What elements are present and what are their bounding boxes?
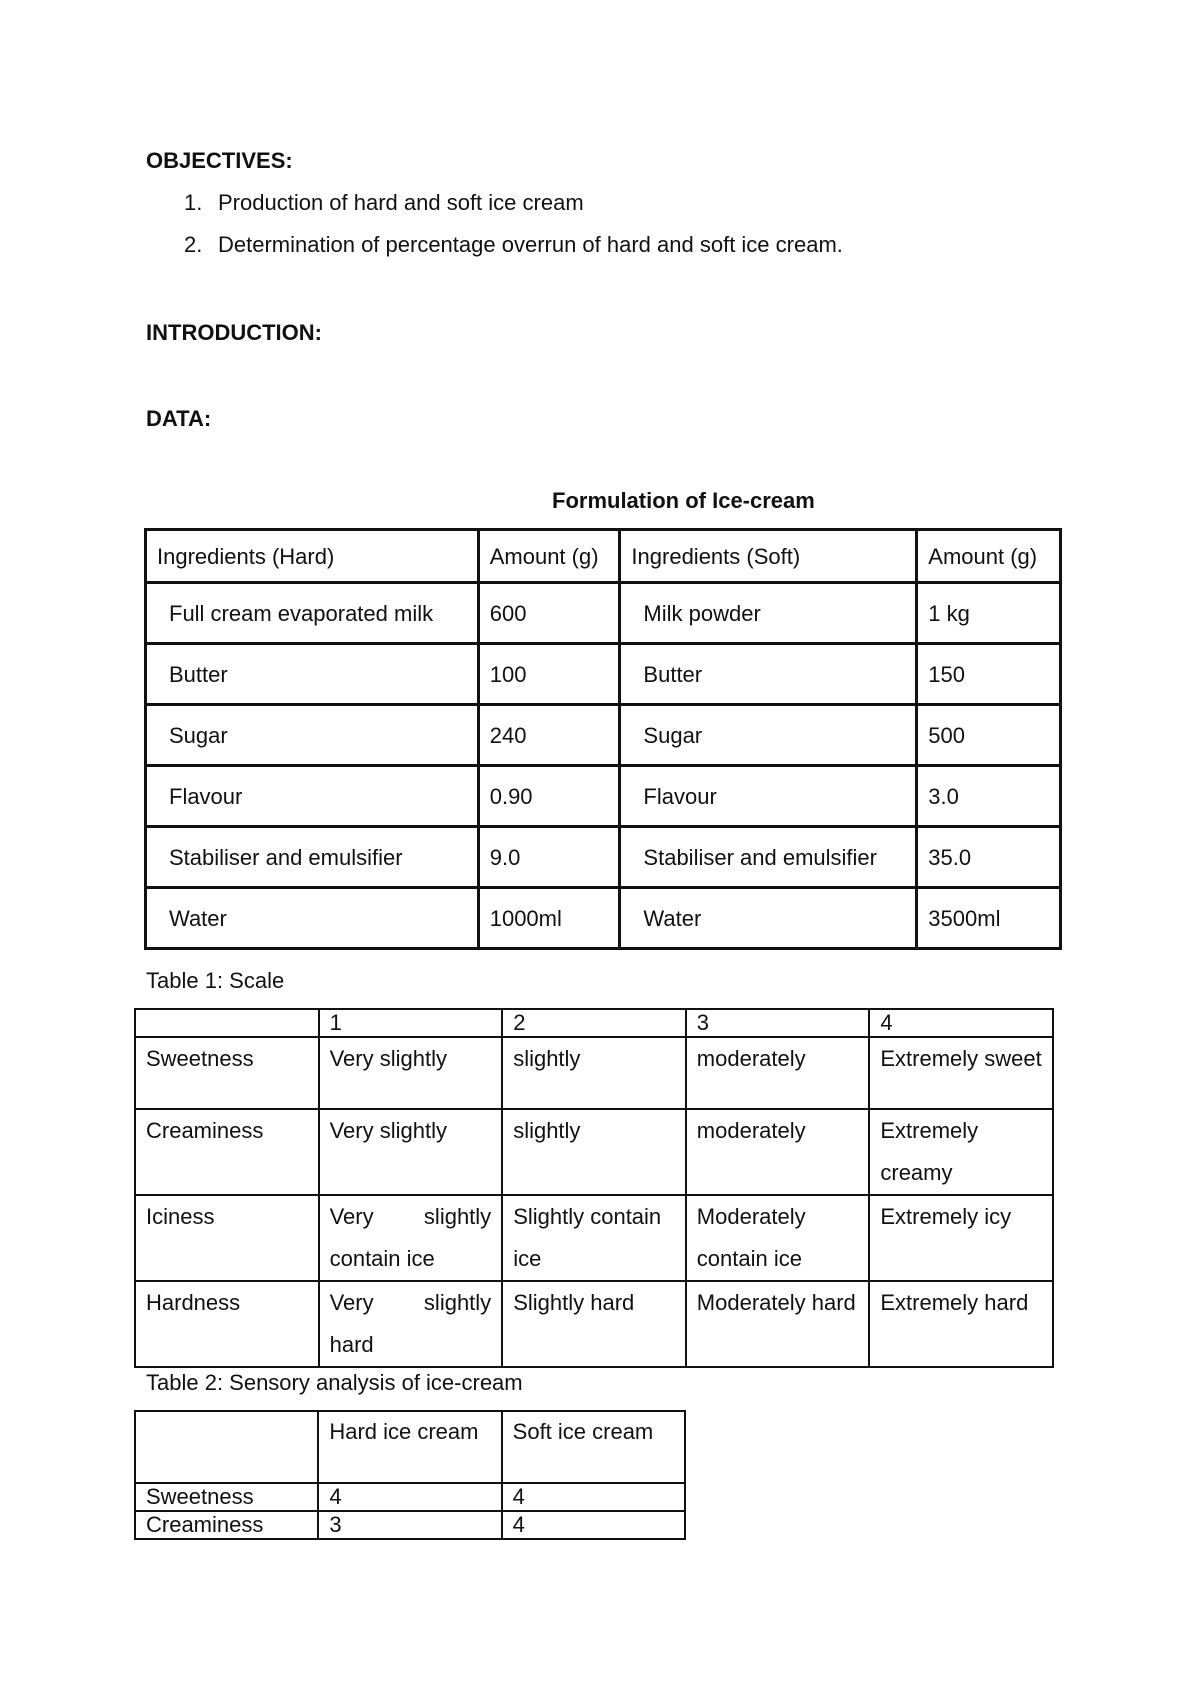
table-cell: Slightly hard (502, 1281, 686, 1367)
header-cell: Ingredients (Soft) (620, 530, 917, 583)
objective-number: 1. (184, 190, 203, 215)
header-cell: 2 (502, 1009, 686, 1037)
header-cell: 1 (319, 1009, 503, 1037)
table-row (135, 1195, 1053, 1281)
table-row (146, 644, 1061, 705)
table-cell: Very slightly hard (319, 1281, 503, 1367)
table-cell: 240 (478, 705, 620, 766)
table-row (135, 1037, 1053, 1109)
table-cell: 150 (917, 644, 1061, 705)
objective-number: 2. (184, 232, 203, 257)
scale-table (134, 1008, 1054, 1368)
sensory-caption: Table 2: Sensory analysis of ice-cream (146, 1370, 523, 1395)
table-cell: Flavour (620, 766, 917, 827)
table-cell: Flavour (146, 766, 479, 827)
header-cell: Amount (g) (917, 530, 1061, 583)
scale-caption: Table 1: Scale (146, 968, 285, 993)
table-cell: 3500ml (917, 888, 1061, 949)
table-row (135, 1483, 685, 1511)
formulation-table (144, 528, 1062, 950)
table-cell: Sweetness (135, 1037, 319, 1109)
table-cell: Sugar (146, 705, 479, 766)
formulation-caption: Formulation of Ice-cream (552, 488, 815, 513)
table-cell: 4 (502, 1483, 685, 1511)
table-cell: Sweetness (135, 1483, 318, 1511)
table-cell: Creaminess (135, 1109, 319, 1195)
table-row (135, 1511, 685, 1539)
table-cell: Iciness (135, 1195, 319, 1281)
table-cell: 35.0 (917, 827, 1061, 888)
table-header-row (135, 1411, 685, 1483)
header-cell: Hard ice cream (318, 1411, 501, 1483)
table-cell: Butter (146, 644, 479, 705)
table-row (146, 766, 1061, 827)
objectives-heading: OBJECTIVES: (146, 148, 293, 173)
header-cell (135, 1411, 318, 1483)
table-cell: Very slightly (319, 1109, 503, 1195)
objectives-list (146, 188, 843, 272)
table-cell: 3 (318, 1511, 501, 1539)
table-cell: 3.0 (917, 766, 1061, 827)
table-cell: 9.0 (478, 827, 620, 888)
sensory-table (134, 1410, 686, 1540)
table-row (135, 1109, 1053, 1195)
table-cell: 600 (478, 583, 620, 644)
header-cell (135, 1009, 319, 1037)
data-heading: DATA: (146, 406, 212, 431)
table-cell: Stabiliser and emulsifier (146, 827, 479, 888)
table-cell: Very slightly contain ice (319, 1195, 503, 1281)
header-cell: 3 (686, 1009, 870, 1037)
header-cell: Amount (g) (478, 530, 620, 583)
header-cell: Ingredients (Hard) (146, 530, 479, 583)
table-cell: 100 (478, 644, 620, 705)
header-cell: 4 (869, 1009, 1053, 1037)
table-cell: Milk powder (620, 583, 917, 644)
table-cell: Very slightly (319, 1037, 503, 1109)
table-cell: 4 (318, 1483, 501, 1511)
table-cell: Sugar (620, 705, 917, 766)
table-cell: Hardness (135, 1281, 319, 1367)
table-header-row (135, 1009, 1053, 1037)
table-cell: Extremely hard (869, 1281, 1053, 1367)
table-row (146, 705, 1061, 766)
table-row (146, 583, 1061, 644)
table-cell: 0.90 (478, 766, 620, 827)
objective-item (146, 230, 843, 272)
objective-text: Determination of percentage overrun of hard and soft ice cream. (218, 232, 843, 257)
table-cell: 1000ml (478, 888, 620, 949)
table-cell: Water (146, 888, 479, 949)
table-cell: Moderately hard (686, 1281, 870, 1367)
table-cell: Stabiliser and emulsifier (620, 827, 917, 888)
table-cell: Extremely icy (869, 1195, 1053, 1281)
table-cell: slightly (502, 1109, 686, 1195)
objective-item (146, 188, 843, 230)
table-cell: slightly (502, 1037, 686, 1109)
table-cell: Moderately contain ice (686, 1195, 870, 1281)
table-cell: 4 (502, 1511, 685, 1539)
table-cell: moderately (686, 1037, 870, 1109)
header-cell: Soft ice cream (502, 1411, 685, 1483)
table-cell: Extremely sweet (869, 1037, 1053, 1109)
table-row (135, 1281, 1053, 1367)
table-cell: Butter (620, 644, 917, 705)
objective-text: Production of hard and soft ice cream (218, 190, 584, 215)
table-cell: moderately (686, 1109, 870, 1195)
table-cell: Full cream evaporated milk (146, 583, 479, 644)
table-row (146, 888, 1061, 949)
table-cell: 1 kg (917, 583, 1061, 644)
table-cell: Water (620, 888, 917, 949)
table-row (146, 827, 1061, 888)
table-cell: Extremely creamy (869, 1109, 1053, 1195)
table-header-row (146, 530, 1061, 583)
table-cell: 500 (917, 705, 1061, 766)
table-cell: Creaminess (135, 1511, 318, 1539)
table-cell: Slightly contain ice (502, 1195, 686, 1281)
introduction-heading: INTRODUCTION: (146, 320, 322, 345)
